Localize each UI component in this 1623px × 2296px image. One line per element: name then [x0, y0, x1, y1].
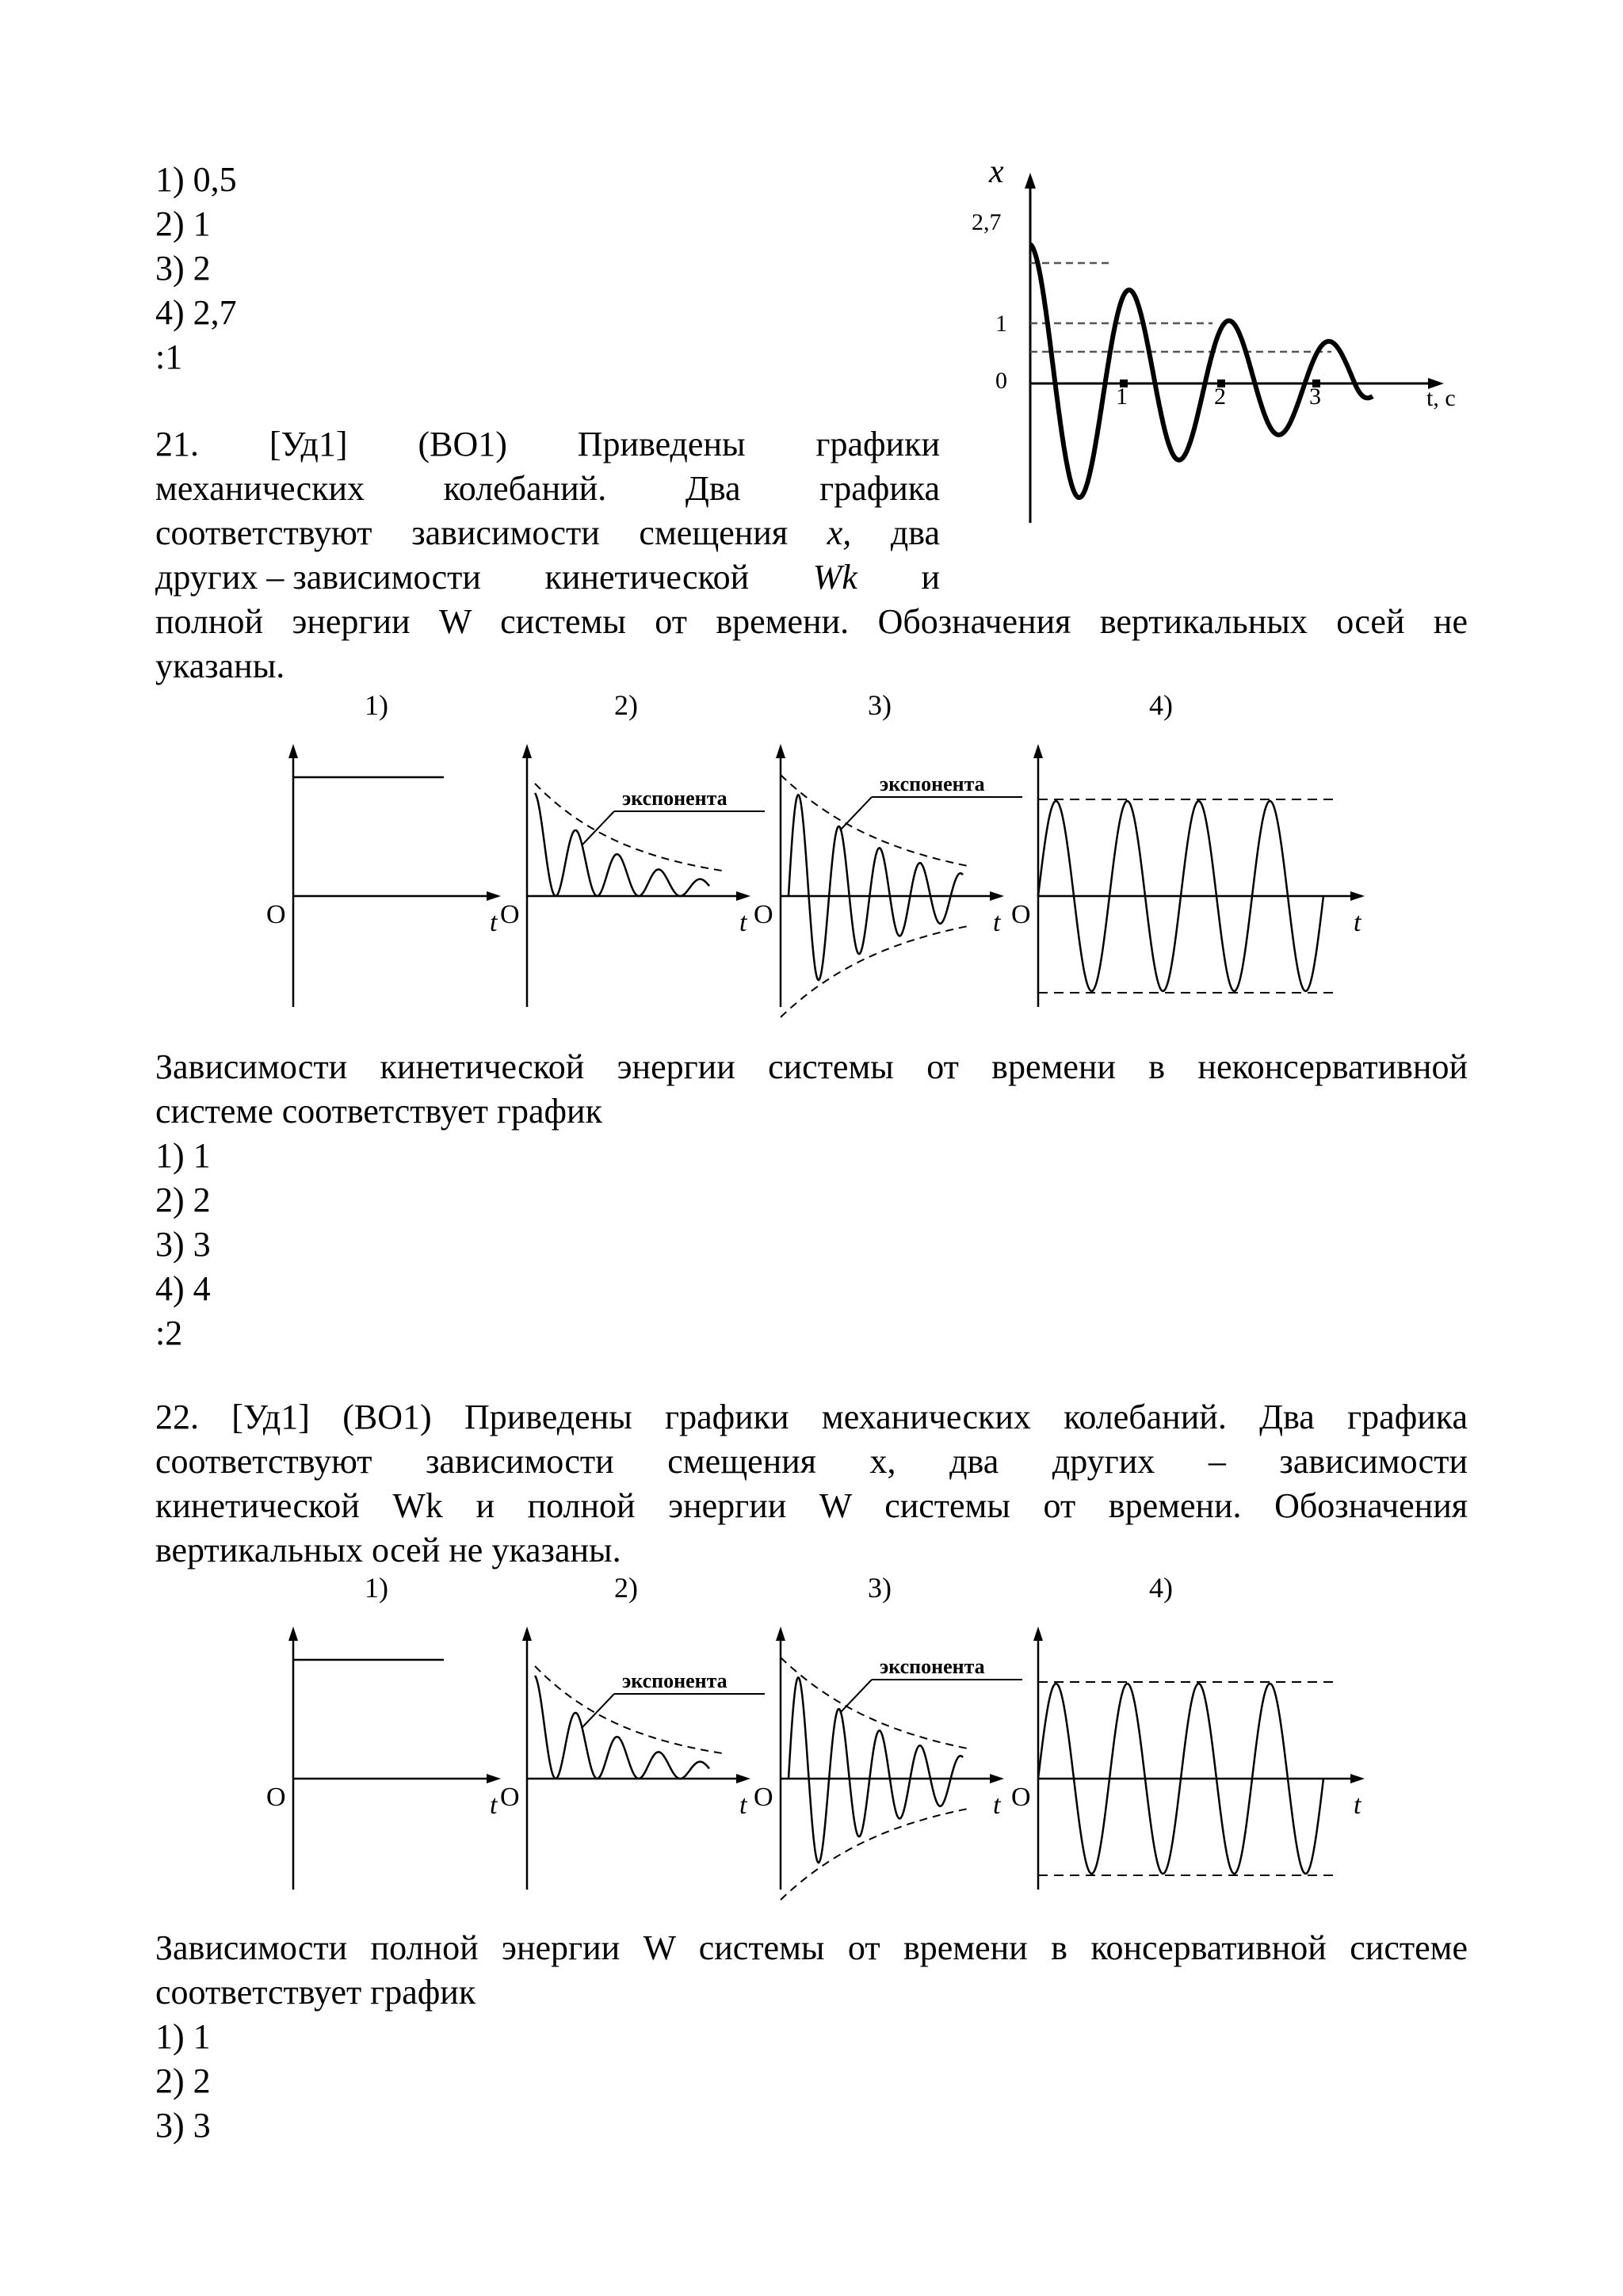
q21-answer: :2: [155, 1314, 183, 1352]
q21-option-4: 4) 4: [155, 1269, 211, 1308]
figure-panel-4: [1011, 689, 1365, 1007]
top-option-3: 3) 2: [155, 249, 211, 288]
figure-set-q22: [254, 1569, 1379, 1921]
q21-option-3: 3) 3: [155, 1225, 211, 1264]
origin-label-2: O: [500, 900, 520, 929]
panel-label-3: 3): [868, 689, 892, 721]
q21-question-line-1: Зависимости кинетической энергии системы от времени в неконсервативной: [155, 1047, 1468, 1086]
t-label-4: t: [1354, 908, 1361, 937]
top-option-4: 4) 2,7: [155, 293, 237, 332]
damped-curve: [1030, 245, 1373, 498]
q21-option-1: 1) 1: [155, 1136, 211, 1175]
q21-line-1: 21. [Уд1] (ВО1) Приведены графики: [155, 425, 941, 463]
panel-label-4: 4): [1149, 689, 1173, 721]
q22-option-1: 1) 1: [155, 2017, 211, 2056]
q22-option-2: 2) 2: [155, 2061, 211, 2100]
q22-line-2: соответствуют зависимости смещения x, два других – зависимости: [155, 1442, 1468, 1481]
t-label-3: t: [993, 1791, 1001, 1820]
origin-label-1: O: [266, 1783, 286, 1812]
figure-set-q21: [254, 686, 1379, 1039]
figure-panel-1: [266, 689, 501, 1007]
x-tick-3: 3: [1309, 383, 1321, 410]
exponent-label-2: экспонента: [622, 1669, 727, 1692]
t-label-2: t: [739, 908, 747, 937]
q22-line-3: кинетической Wk и полной энергии W системы от времени. Обозначения: [155, 1486, 1468, 1525]
y-tick-2-7: 2,7: [972, 209, 1002, 235]
q21-option-2: 2) 2: [155, 1180, 211, 1219]
q22-line-4: вертикальных осей не указаны.: [155, 1531, 621, 1569]
x-tick-2: 2: [1214, 383, 1226, 410]
x-tick-1: 1: [1116, 383, 1128, 410]
origin-label-4: O: [1011, 1783, 1031, 1812]
figure-panel-2: [500, 689, 765, 1007]
top-answer: :1: [155, 338, 183, 376]
exponent-label-3: экспонента: [880, 772, 985, 795]
q21-line-5: полной энергии W системы от времени. Обозначения вертикальных осей не: [155, 602, 1468, 641]
panel-label-2: 2): [614, 689, 638, 721]
origin-label-4: O: [1011, 900, 1031, 929]
t-label-3: t: [993, 908, 1001, 937]
q22-question-line-2: соответствует график: [155, 1973, 476, 2012]
t-label-1: t: [490, 1791, 498, 1820]
t-label-4: t: [1354, 1791, 1361, 1820]
panel-label-1: 1): [365, 689, 388, 721]
figure-panel-2: [500, 1572, 765, 1890]
q21-line-2: механических колебаний. Два графика: [155, 469, 941, 508]
panel-label-4: 4): [1149, 1572, 1173, 1604]
q21-question-line-2: системе соответствует график: [155, 1092, 602, 1131]
damped-oscillation-graph: [967, 158, 1474, 555]
q22-option-3: 3) 3: [155, 2106, 211, 2145]
q22-question-line-1: Зависимости полной энергии W системы от времени в консервативной системе: [155, 1928, 1468, 1967]
panel-label-1: 1): [365, 1572, 388, 1604]
q22-line-1: 22. [Уд1] (ВО1) Приведены графики механических колебаний. Два графика: [155, 1398, 1468, 1436]
top-option-2: 2) 1: [155, 204, 211, 243]
panel-label-3: 3): [868, 1572, 892, 1604]
q21-line-6: указаны.: [155, 646, 285, 685]
figure-panel-1: [266, 1572, 501, 1890]
y-tick-0: 0: [995, 368, 1007, 394]
origin-label-2: O: [500, 1783, 520, 1812]
origin-label-3: O: [754, 900, 773, 929]
panel-label-2: 2): [614, 1572, 638, 1604]
figure-panel-4: [1011, 1572, 1365, 1890]
origin-label-1: O: [266, 900, 286, 929]
exponent-label-3: экспонента: [880, 1655, 985, 1678]
t-label-2: t: [739, 1791, 747, 1820]
y-tick-1: 1: [995, 311, 1007, 337]
top-option-1: 1) 0,5: [155, 160, 237, 199]
x-axis-label: x: [989, 158, 1004, 190]
t-axis-label: t, c: [1426, 385, 1456, 411]
t-label-1: t: [490, 908, 498, 937]
q21-line-4: других – зависимости кинетической Wk и: [155, 558, 941, 597]
figure-panel-3: [754, 689, 1022, 1017]
figure-panel-3: [754, 1572, 1022, 1900]
q21-line-3: соответствуют зависимости смещения x, два: [155, 513, 941, 552]
origin-label-3: O: [754, 1783, 773, 1812]
exponent-label-2: экспонента: [622, 787, 727, 810]
